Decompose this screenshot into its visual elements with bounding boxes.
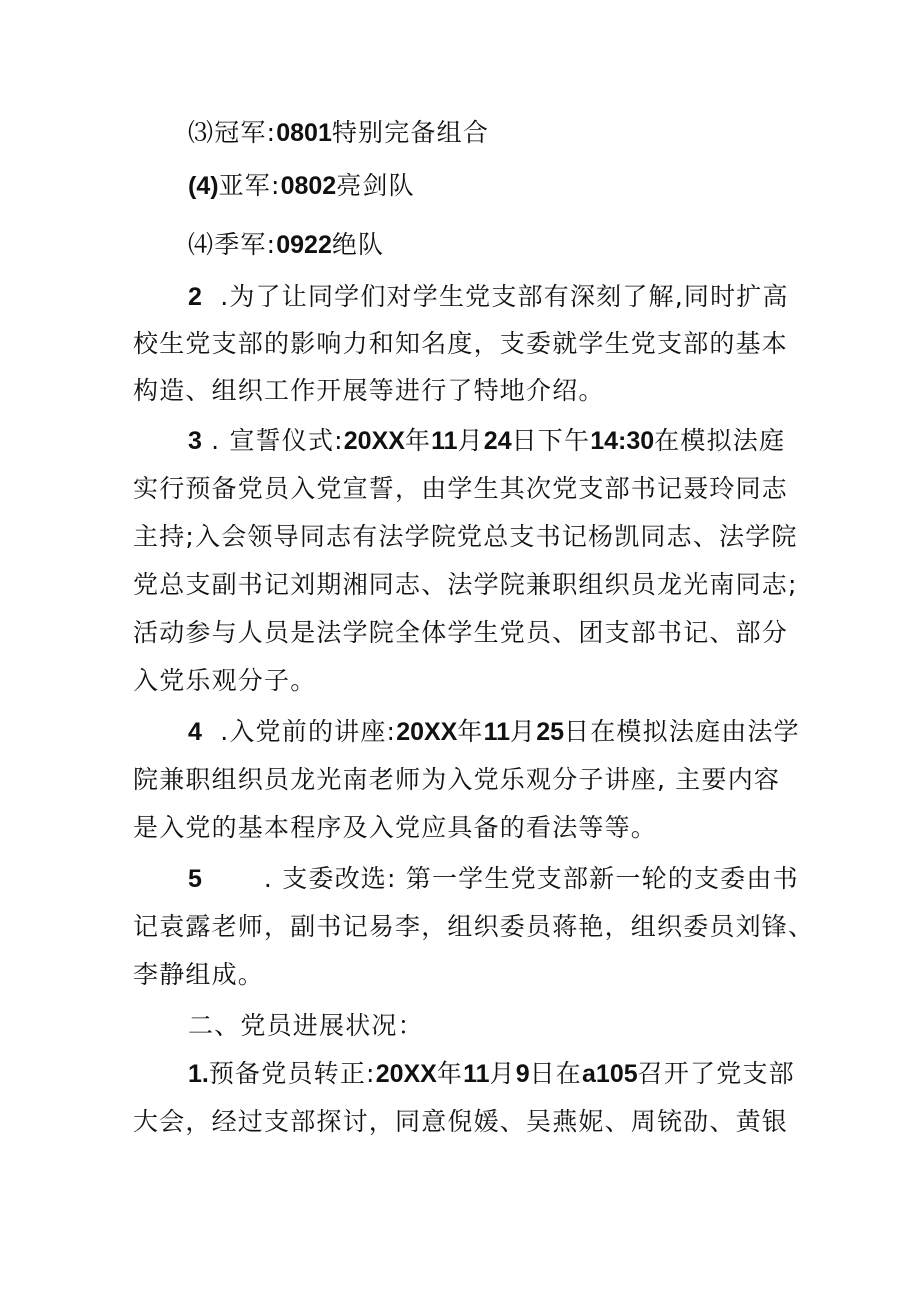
item-b1-line1: 1.预备党员转正:20XX年11月9日在a105召开了党支部 xyxy=(188,1059,795,1088)
item-number: 2 xyxy=(188,283,202,311)
award-champion xyxy=(188,117,489,149)
item-number: 4 xyxy=(188,718,202,746)
team-name: 亮剑队 xyxy=(336,171,415,200)
award-runner-up xyxy=(188,170,415,202)
item3-line6: 入党乐观分子。 xyxy=(133,666,317,695)
team-code: 0922 xyxy=(276,231,332,259)
award-marker: (4) xyxy=(188,172,219,200)
team-code: 0802 xyxy=(280,172,337,200)
item3-line4: 党总支副书记刘期湘同志、法学院兼职组织员龙光南同志; xyxy=(133,570,798,599)
item3-line1: 3 . 宣誓仪式:20XX年11月24日下午14:30在模拟法庭 xyxy=(188,426,786,455)
item5-line1: 5 . 支委改选: 第一学生党支部新一轮的支委由书 xyxy=(188,864,799,893)
award-marker: ⑷季军: xyxy=(188,230,277,259)
item2-line1: 2 .为了让同学们对学生党支部有深刻了解,同时扩高 xyxy=(188,282,789,311)
team-name: 绝队 xyxy=(331,230,385,259)
team-name: 特别完备组合 xyxy=(331,118,490,147)
team-code: 0801 xyxy=(276,119,332,147)
item2-line3: 构造、组织工作开展等进行了特地介绍。 xyxy=(133,376,605,405)
item-number: 3 xyxy=(188,427,202,455)
item-b1-line2: 大会，经过支部探讨，同意倪媛、吴燕妮、周铳劭、黄银 xyxy=(133,1107,789,1136)
item4-line3: 是入党的基本程序及入党应具备的看法等等。 xyxy=(133,813,658,842)
award-label: 亚军: xyxy=(218,171,281,200)
item-number: 1. xyxy=(188,1060,209,1088)
item3-line2: 实行预备党员入党宣誓，由学生其次党支部书记聂玲同志 xyxy=(133,474,789,503)
award-marker: ⑶冠军: xyxy=(188,118,277,147)
item5-line2: 记袁露老师，副书记易李，组织委员蒋艳，组织委员刘锋、 xyxy=(133,912,815,941)
award-third xyxy=(188,229,384,261)
item3-line5: 活动参与人员是法学院全体学生党员、团支部书记、部分 xyxy=(133,618,789,647)
item-number: 5 xyxy=(188,865,202,893)
item5-line3: 李静组成。 xyxy=(133,960,265,989)
item4-line2: 院兼职组织员龙光南老师为入党乐观分子讲座, 主要内容 xyxy=(133,765,781,794)
item2-line2: 校生党支部的影响力和知名度，支委就学生党支部的基本 xyxy=(133,329,789,358)
item3-line3: 主持;入会领导同志有法学院党总支书记杨凯同志、法学院 xyxy=(133,522,798,551)
section-heading: 二、党员进展状况： xyxy=(188,1011,424,1040)
item4-line1: 4 .入党前的讲座:20XX年11月25日在模拟法庭由法学 xyxy=(188,717,800,746)
